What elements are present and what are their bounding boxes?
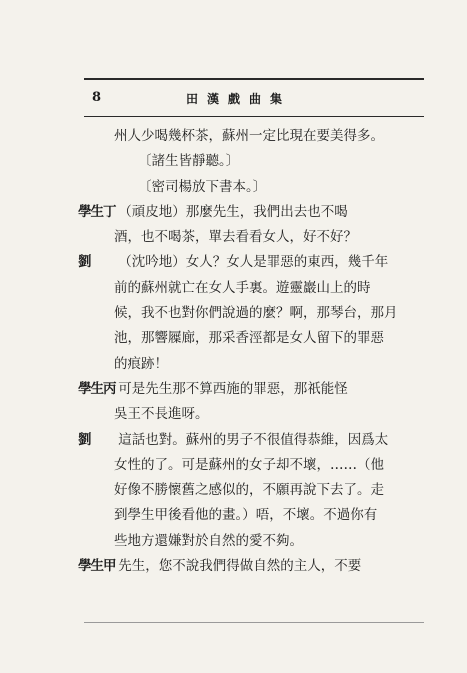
speaker-label: 學生丙: [78, 380, 116, 397]
text-line: 州人少喝幾杯茶，蘇州一定比現在要美得多。: [114, 128, 384, 144]
text-line: 女性的了。可是蘇州的女子却不壞，……（他: [114, 456, 384, 473]
text-line: 到學生甲後看他的畫。）唔，不壞。不過你有: [114, 507, 378, 524]
stage-direction: 〔密司楊放下書本。〕: [138, 178, 267, 195]
footer-rule: [84, 622, 424, 623]
page-number: 8: [92, 90, 102, 105]
speaker-label: 學生甲: [78, 558, 116, 575]
stage-direction: 〔諸生皆靜聽。〕: [138, 153, 240, 170]
text-line: 候，我不也對你們說過的麼？啊，那琴台，那月: [114, 305, 398, 322]
text-line: 些地方還嫌對於自然的愛不夠。: [114, 532, 303, 549]
speaker-label: 學生丁: [78, 203, 116, 220]
play-text: [78, 124, 428, 579]
text-line: 吳王不長進呀。: [114, 406, 209, 423]
speaker-label: 劉: [78, 254, 92, 271]
text-line: 池，那響屧廊，那采香涇都是女人留下的罪惡: [114, 330, 384, 347]
dialogue-line: 學生丙 可是先生那不算西施的罪惡，那祇能怪: [78, 377, 428, 402]
dialogue-line: 劉 （沈吟地）女人？女人是罪惡的東西，幾千年: [78, 250, 428, 275]
speaker-label: 劉: [78, 431, 92, 448]
running-title: 田漢戲曲集: [186, 92, 292, 106]
header-rule-top: [84, 78, 424, 80]
text-line: 酒，也不喝茶，單去看看女人，好不好？: [114, 229, 357, 246]
dialogue-line: 學生甲 先生，您不說我們得做自然的主人，不要: [78, 554, 428, 579]
dialogue-line: 學生丁 （頑皮地）那麼先生，我們出去也不喝: [78, 200, 428, 225]
dialogue-line: 劉 這話也對。蘇州的男子不很值得恭維，因爲太: [78, 428, 428, 453]
text-line: 好像不勝懷舊之感似的，不願再說下去了。走: [114, 482, 384, 499]
header-rule-bottom: [84, 116, 424, 117]
text-line: 前的蘇州就亡在女人手裏。遊靈巖山上的時: [114, 279, 371, 296]
text-line: 的痕跡！: [114, 355, 168, 372]
